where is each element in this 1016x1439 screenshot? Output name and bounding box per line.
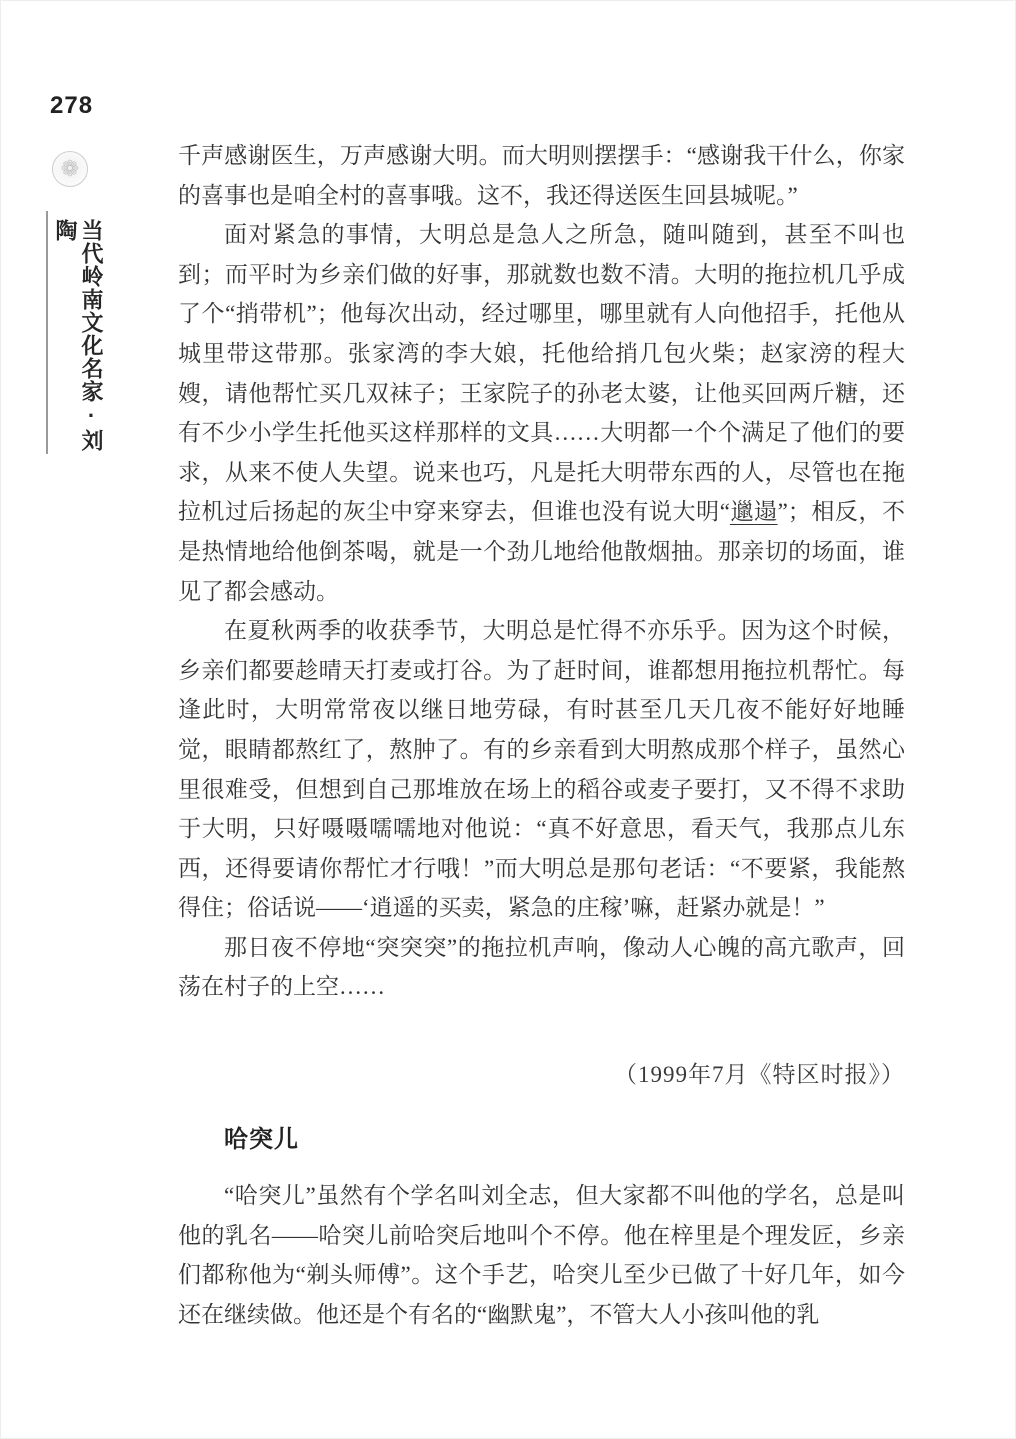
underlined-term: 邋遢	[729, 499, 778, 525]
paragraph	[178, 136, 905, 215]
seal-ornament-glyph: ❁	[60, 156, 80, 181]
text-segment: ”；相反，不是热情地给他倒茶喝，就是一个劲儿地给他散烟抽。那亲切的场面，谁见了都会感动。	[178, 499, 905, 604]
publisher-seal-icon	[52, 151, 88, 187]
text-segment: 在夏秋两季的收获季节，大明总是忙得不亦乐乎。因为这个时候，乡亲们都要趁晴天打麦或打谷。为了赶时间，谁都想用拖拉机帮忙。每逢此时，大明常常夜以继日地劳碌，有时甚至几天几夜不能好好地睡觉，眼睛都熬红了，熬肿了。有的乡亲看到大明熬成那个样子，虽然心里很难受，但想到自己那堆放在场上的稻谷或麦子要打，又不得不求助于大明，只好嗫嗫嚅嚅地对他说：“真不好意思，看天气，我那点儿东西，还得要请你帮忙才行哦！”而大明总是那句老话：“不要紧，我能熬得住；俗话说——‘逍遥的买卖，紧急的庄稼’嘛，赶紧办就是！”	[178, 618, 905, 921]
series-title-vertical: 当代岭南文化名家·刘陶	[53, 219, 104, 452]
section-heading: 哈突儿	[224, 1126, 299, 1153]
sidebar-rule	[46, 211, 48, 454]
paragraph	[178, 215, 905, 611]
page-number: 278	[50, 92, 94, 119]
section-body	[178, 1176, 905, 1334]
text-segment: 千声感谢医生，万声感谢大明。而大明则摆摆手：“感谢我干什么，你家的喜事也是咱全村的喜事哦。这不，我还得送医生回县城呢。”	[178, 143, 905, 208]
article-body	[178, 136, 905, 1007]
attribution-line: （1999年7月《特区时报》）	[614, 1062, 905, 1087]
paragraph	[178, 611, 905, 928]
text-segment: “哈突儿”虽然有个学名叫刘全志，但大家都不叫他的学名，总是叫他的乳名——哈突儿前哈突后地叫个不停。他在梓里是个理发匠，乡亲们都称他为“剃头师傅”。这个手艺，哈突儿至少已做了十好几年，如今还在继续做。他还是个有名的“幽默鬼”，不管大人小孩叫他的乳	[178, 1183, 905, 1327]
paragraph	[178, 1176, 905, 1334]
text-segment: 面对紧急的事情，大明总是急人之所急，随叫随到，甚至不叫也到；而平时为乡亲们做的好事，那就数也数不清。大明的拖拉机几乎成了个“捎带机”；他每次出动，经过哪里，哪里就有人向他招手，托他从城里带这带那。张家湾的李大娘，托他给捎几包火柴；赵家滂的程大嫂，请他帮忙买几双袜子；王家院子的孙老太婆，让他买回两斤糖，还有不少小学生托他买这样那样的文具……大明都一个个满足了他们的要求，从来不使人失望。说来也巧，凡是托大明带东西的人，尽管也在拖拉机过后扬起的灰尘中穿来穿去，但谁也没有说大明“	[178, 222, 905, 525]
text-segment: 那日夜不停地“突突突”的拖拉机声响，像动人心魄的高亢歌声，回荡在村子的上空……	[178, 934, 905, 1000]
paragraph	[178, 928, 905, 1007]
